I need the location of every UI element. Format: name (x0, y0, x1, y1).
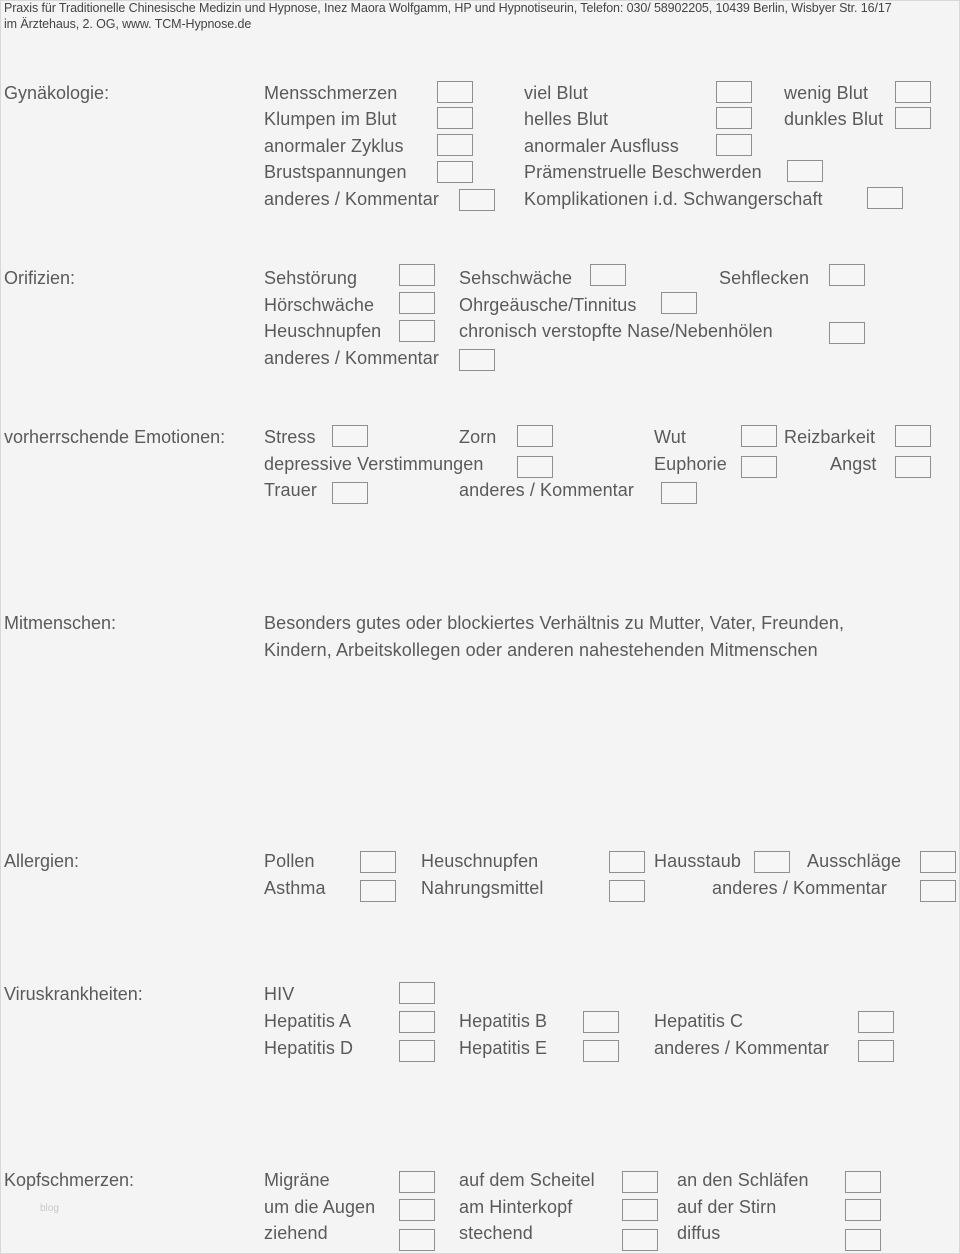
label-hoerschwaeche: Hörschwäche (264, 295, 375, 315)
checkbox-migraene[interactable] (399, 1171, 435, 1193)
section-title: vorherrschende Emotionen: (4, 427, 226, 447)
checkbox-anderes-kommentar[interactable] (459, 189, 495, 211)
label-nahrungsmittel: Nahrungsmittel (421, 878, 544, 898)
section-title: Mitmenschen: (4, 613, 117, 633)
label-hiv: HIV (264, 984, 295, 1004)
label-asthma: Asthma (264, 878, 326, 898)
checkbox-tinnitus[interactable] (661, 292, 697, 314)
checkbox-diffus[interactable] (845, 1229, 881, 1251)
checkbox-anderes-kommentar[interactable] (661, 482, 697, 504)
checkbox-anormaler-ausfluss[interactable] (716, 134, 752, 156)
label-heuschnupfen: Heuschnupfen (421, 851, 539, 871)
label-viel-blut: viel Blut (524, 83, 588, 103)
label-hepatitis-a: Hepatitis A (264, 1011, 352, 1031)
checkbox-sehstoerung[interactable] (399, 264, 435, 286)
checkbox-am-hinterkopf[interactable] (622, 1199, 658, 1221)
checkbox-sehflecken[interactable] (829, 264, 865, 286)
label-euphorie: Euphorie (654, 454, 727, 474)
checkbox-anderes-kommentar[interactable] (920, 880, 956, 902)
checkbox-hepatitis-d[interactable] (399, 1040, 435, 1062)
checkbox-ziehend[interactable] (399, 1229, 435, 1251)
label-verstopfte-nase: chronisch verstopfte Nase/Nebenhölen (459, 321, 773, 341)
checkbox-anormaler-zyklus[interactable] (437, 134, 473, 156)
section-title: Kopfschmerzen: (4, 1170, 135, 1190)
checkbox-komplikationen-schwangerschaft[interactable] (867, 187, 903, 209)
checkbox-hepatitis-a[interactable] (399, 1011, 435, 1033)
label-heuschnupfen: Heuschnupfen (264, 321, 382, 341)
label-auf-der-stirn: auf der Stirn (677, 1197, 777, 1217)
label-sehstoerung: Sehstörung (264, 268, 358, 288)
section-title: Viruskrankheiten: (4, 984, 143, 1004)
label-dunkles-blut: dunkles Blut (784, 109, 884, 129)
label-hepatitis-e: Hepatitis E (459, 1038, 548, 1058)
label-sehflecken: Sehflecken (719, 268, 810, 288)
label-anderes-kommentar: anderes / Kommentar (654, 1038, 829, 1058)
label-brustspannungen: Brustspannungen (264, 162, 407, 182)
section-title: Allergien: (4, 851, 80, 871)
checkbox-hepatitis-e[interactable] (583, 1040, 619, 1062)
label-migraene: Migräne (264, 1170, 330, 1190)
label-sehschwaeche: Sehschwäche (459, 268, 573, 288)
label-anormaler-zyklus: anormaler Zyklus (264, 136, 404, 156)
checkbox-pollen[interactable] (360, 851, 396, 873)
checkbox-zorn[interactable] (517, 425, 553, 447)
checkbox-euphorie[interactable] (741, 456, 777, 478)
checkbox-wenig-blut[interactable] (895, 81, 931, 103)
label-ziehend: ziehend (264, 1223, 328, 1243)
checkbox-angst[interactable] (895, 456, 931, 478)
checkbox-anderes-kommentar[interactable] (459, 349, 495, 371)
label-ausschlaege: Ausschläge (807, 851, 902, 871)
checkbox-mensschmerzen[interactable] (437, 81, 473, 103)
label-wut: Wut (654, 427, 686, 447)
checkbox-hepatitis-b[interactable] (583, 1011, 619, 1033)
checkbox-um-die-augen[interactable] (399, 1199, 435, 1221)
checkbox-wut[interactable] (741, 425, 777, 447)
section-title: Gynäkologie: (4, 83, 110, 103)
checkbox-auf-dem-scheitel[interactable] (622, 1171, 658, 1193)
label-auf-dem-scheitel: auf dem Scheitel (459, 1170, 595, 1190)
checkbox-nahrungsmittel[interactable] (609, 880, 645, 902)
label-praemenstruelle-beschwerden: Prämenstruelle Beschwerden (524, 162, 762, 182)
header-line-1: Praxis für Traditionelle Chinesische Medizin und Hypnose, Inez Maora Wolfgamm, HP und Hypnotiseurin, Telefon: 030/ 58902205, 10439 Berlin, Wisbyer Str. 16/17 (4, 1, 892, 15)
checkbox-hausstaub[interactable] (754, 851, 790, 873)
checkbox-hepatitis-c[interactable] (858, 1011, 894, 1033)
label-stechend: stechend (459, 1223, 533, 1243)
label-am-hinterkopf: am Hinterkopf (459, 1197, 573, 1217)
checkbox-dunkles-blut[interactable] (895, 107, 931, 129)
label-um-die-augen: um die Augen (264, 1197, 376, 1217)
watermark: blog (40, 1203, 59, 1214)
label-hepatitis-c: Hepatitis C (654, 1011, 744, 1031)
label-diffus: diffus (677, 1223, 721, 1243)
checkbox-sehschwaeche[interactable] (590, 264, 626, 286)
checkbox-helles-blut[interactable] (716, 107, 752, 129)
checkbox-heuschnupfen[interactable] (399, 320, 435, 342)
checkbox-auf-der-stirn[interactable] (845, 1199, 881, 1221)
checkbox-stechend[interactable] (622, 1229, 658, 1251)
checkbox-heuschnupfen[interactable] (609, 851, 645, 873)
mitmenschen-text-line-2: Kindern, Arbeitskollegen oder anderen nahestehenden Mitmenschen (264, 640, 818, 660)
checkbox-stress[interactable] (332, 425, 368, 447)
label-anderes-kommentar: anderes / Kommentar (712, 878, 887, 898)
checkbox-hiv[interactable] (399, 982, 435, 1004)
label-reizbarkeit: Reizbarkeit (784, 427, 876, 447)
label-wenig-blut: wenig Blut (784, 83, 869, 103)
label-anderes-kommentar: anderes / Kommentar (264, 348, 439, 368)
label-anormaler-ausfluss: anormaler Ausfluss (524, 136, 679, 156)
checkbox-asthma[interactable] (360, 880, 396, 902)
checkbox-reizbarkeit[interactable] (895, 425, 931, 447)
label-trauer: Trauer (264, 480, 317, 500)
label-angst: Angst (830, 454, 877, 474)
label-klumpen-im-blut: Klumpen im Blut (264, 109, 397, 129)
label-zorn: Zorn (459, 427, 497, 447)
label-hepatitis-b: Hepatitis B (459, 1011, 548, 1031)
checkbox-an-den-schlaefen[interactable] (845, 1171, 881, 1193)
label-helles-blut: helles Blut (524, 109, 609, 129)
label-mensschmerzen: Mensschmerzen (264, 83, 398, 103)
label-stress: Stress (264, 427, 316, 447)
mitmenschen-text-line-1: Besonders gutes oder blockiertes Verhältnis zu Mutter, Vater, Freunden, (264, 613, 845, 633)
checkbox-verstopfte-nase[interactable] (829, 322, 865, 344)
checkbox-trauer[interactable] (332, 482, 368, 504)
checkbox-praemenstruelle-beschwerden[interactable] (787, 160, 823, 182)
label-pollen: Pollen (264, 851, 315, 871)
label-depressive-verstimmungen: depressive Verstimmungen (264, 454, 484, 474)
checkbox-ausschlaege[interactable] (920, 851, 956, 873)
checkbox-hoerschwaeche[interactable] (399, 292, 435, 314)
checkbox-klumpen-im-blut[interactable] (437, 107, 473, 129)
checkbox-depressive-verstimmungen[interactable] (517, 456, 553, 478)
label-an-den-schlaefen: an den Schläfen (677, 1170, 809, 1190)
checkbox-viel-blut[interactable] (716, 81, 752, 103)
label-hepatitis-d: Hepatitis D (264, 1038, 354, 1058)
checkbox-brustspannungen[interactable] (437, 161, 473, 183)
header-line-2: im Ärztehaus, 2. OG, www. TCM-Hypnose.de (4, 17, 252, 31)
section-title: Orifizien: (4, 268, 76, 288)
label-anderes-kommentar: anderes / Kommentar (459, 480, 634, 500)
label-anderes-kommentar: anderes / Kommentar (264, 189, 439, 209)
checkbox-anderes-kommentar[interactable] (858, 1040, 894, 1062)
label-komplikationen-schwangerschaft: Komplikationen i.d. Schwangerschaft (524, 189, 823, 209)
label-hausstaub: Hausstaub (654, 851, 741, 871)
label-tinnitus: Ohrgeäusche/Tinnitus (459, 295, 637, 315)
